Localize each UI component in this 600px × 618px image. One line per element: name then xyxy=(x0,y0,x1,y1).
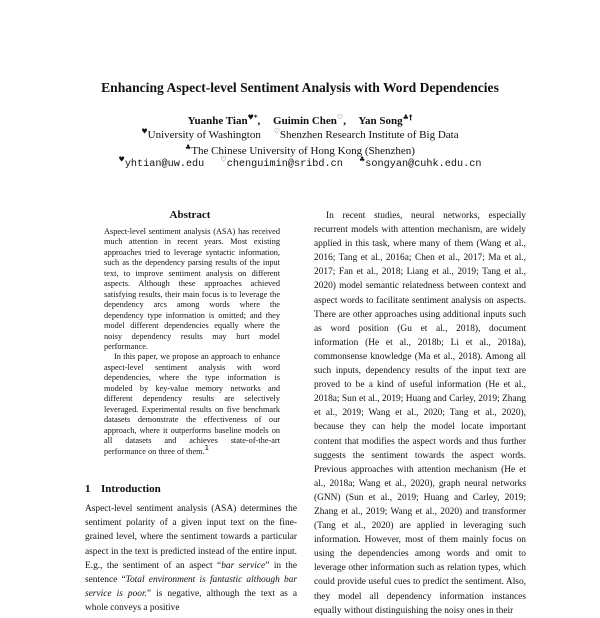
body-text: ” is negative, although the text as a whole conveys a positive xyxy=(85,589,297,614)
email-line xyxy=(0,155,600,170)
author-list: Yuanhe Tian♥*, Guimin Chen♡, Yan Song♣† xyxy=(187,113,413,127)
affiliation-mark: ♣ xyxy=(185,143,192,152)
paper-title: Enhancing Aspect-level Sentiment Analysis with Word Dependencies xyxy=(101,80,499,95)
author-name: Yan Song xyxy=(358,115,403,127)
abstract-heading: Abstract xyxy=(169,209,211,221)
section-heading xyxy=(85,483,295,495)
author-marks: ♡ xyxy=(336,113,344,122)
email-mark: ♣ xyxy=(359,155,366,164)
affiliation-uw: University of Washington xyxy=(147,129,261,141)
affiliation-sribd: Shenzhen Research Institute of Big Data xyxy=(279,129,459,141)
abstract-paragraph: Aspect-level sentiment analysis (ASA) has received much attention in recent years. Most existing approaches tried to leverage syntactic information, such as the dependency parsing results of the input text, to improve sentiment analysis on different aspects. Although these approaches achieved satisfying results, their main focus is to leverage the dependency arcs among words where the dependency type information is omitted; and they model different dependencies equally where the noisy dependency results may hurt model performance. xyxy=(104,227,280,351)
section-number: 1 xyxy=(85,483,91,495)
affiliation-line xyxy=(0,129,600,141)
email-address[interactable]: yhtian@uw.edu xyxy=(124,159,205,170)
intro-right-column xyxy=(314,209,526,616)
abstract-paragraph xyxy=(104,352,280,457)
author-marks: ♣† xyxy=(402,113,413,122)
email-address[interactable]: chenguimin@sribd.cn xyxy=(226,159,343,170)
section-title: Introduction xyxy=(101,483,161,495)
email-mark: ♥ xyxy=(118,155,125,164)
email-address[interactable]: songyan@cuhk.edu.cn xyxy=(365,159,482,170)
affiliation-cuhk: The Chinese University of Hong Kong (Shenzhen) xyxy=(191,145,415,157)
sentence-example: Total environment is fantastic although bar service is poor. xyxy=(85,575,297,600)
aspect-example: bar service xyxy=(221,560,266,571)
abstract-body xyxy=(104,227,280,457)
author-marks: ♥* xyxy=(247,113,258,122)
author-name: Guimin Chen xyxy=(273,115,337,127)
author-name: Yuanhe Tian xyxy=(187,115,248,127)
body-text: Aspect-level sentiment analysis (ASA) determines the sentiment polarity of a given input text on the fine-grained level, where the sentiment towards a particular aspect in the text is predicted instead of the entire input. E.g., the sentiment of an aspect “ xyxy=(85,504,297,571)
body-paragraph: In recent studies, neural networks, especially recurrent models with attention mechanism, are widely applied in this task, where many of them (Wang et al., 2016; Tang et al., 2016a; Chen et al., 2017; Ma et al., 2017; Fan et al., 2018; Liang et al., 2019; Tang et al., 2020) model semantic relatedness between context and aspect words to facilitate sentiment analysis on aspects. There are other approaches using additional inputs such as word position (Gu et al., 2018), document information (He et al., 2018b; Li et al., 2018a), commonsense knowledge (Ma et al., 2018). Among all such inputs, dependency results of the input text are proved to be a kind of useful information (He et al., 2018a; Sun et al., 2019; Huang and Carley, 2019; Zhang et al., 2019; Wang et al., 2020; Tang et al., 2020), because they can help the model locate important content that modifies the aspect words and thus further suggests the sentiment towards the aspect words. Previous approaches with attention mechanism (He et al., 2018a; Wang et al., 2020), graph neural networks (GNN) (Sun et al., 2019; Huang and Carley, 2019; Zhang et al., 2019; Wang et al., 2020) and transformer (Tang et al., 2020) are applied in leveraging such information. However, most of them mainly focus on using the dependencies among words and omit to leverage other information such as relation types, which could provide useful cues to predict the sentiment. Also, they model all dependency information instances equally without distinguishing the noisy ones in their xyxy=(314,211,526,616)
affiliation-mark: ♡ xyxy=(273,127,280,136)
abstract-text: In this paper, we propose an approach to enhance aspect-level sentiment analysis with word dependencies, where the type information is modeled by key-value memory networks and different dependency results are selectively leveraged. Experimental results on five benchmark datasets demonstrate the effectiveness of our approach, where it outperforms baseline models on all datasets and achieves state-of-the-art performance on three of them. xyxy=(104,352,280,456)
body-text: ” in the sentence “ xyxy=(85,560,297,586)
body-paragraph xyxy=(85,502,297,616)
footnote-mark: 1 xyxy=(204,443,210,452)
intro-left-column xyxy=(85,502,297,616)
affiliation-line xyxy=(0,145,600,157)
email-mark: ♡ xyxy=(220,155,227,164)
affiliation-mark: ♥ xyxy=(141,127,148,136)
